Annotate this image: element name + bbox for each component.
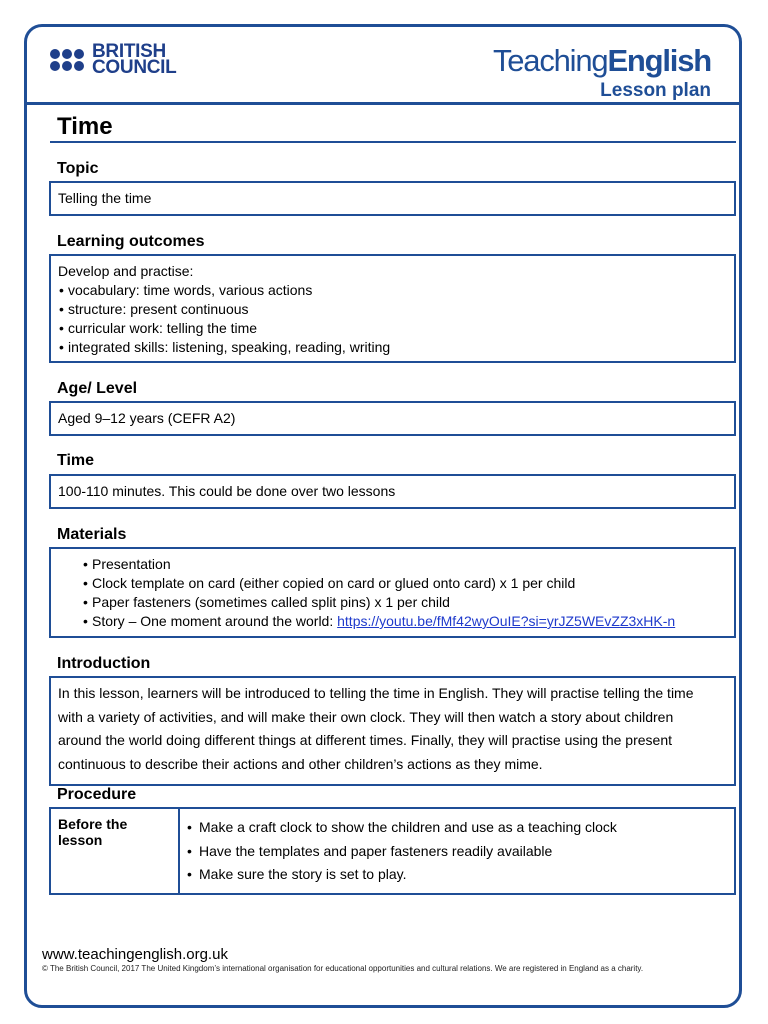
procedure-label: Procedure	[57, 786, 137, 803]
teaching-english-logo	[493, 44, 711, 102]
introduction-box	[49, 676, 736, 786]
list-item: • structure: present continuous	[58, 300, 727, 319]
outcomes-intro: Develop and practise:	[58, 263, 194, 279]
topic-box	[49, 181, 736, 216]
list-item: • Make sure the story is set to play.	[187, 863, 727, 887]
introduction-line: continuous to describe their actions and other children’s actions as they mime.	[58, 755, 543, 772]
footer-url: www.teachingenglish.org.uk	[42, 946, 228, 963]
list-item: • Make a craft clock to show the children and use as a teaching clock	[187, 816, 727, 840]
list-item: • Story – One moment around the world: https://youtu.be/fMf42wyOuIE?si=yrJZ5WEvZZ3xHK-n	[58, 612, 727, 631]
outcomes-box	[49, 254, 736, 363]
footer-copyright: © The British Council, 2017 The United Kingdom’s international organisation for educational opportunities and cultural relations. We are registered in England as a charity.	[42, 964, 644, 973]
page-title: Time	[57, 113, 113, 140]
materials-box	[49, 547, 736, 638]
list-item: • Paper fasteners (sometimes called split pins) x 1 per child	[58, 593, 727, 612]
procedure-stage: Before the lesson	[51, 809, 180, 893]
list-item: • Have the templates and paper fasteners readily available	[187, 840, 727, 864]
british-council-dots-icon	[50, 49, 84, 71]
introduction-line: In this lesson, learners will be introduced to telling the time in English. They will practise telling the time	[58, 685, 694, 701]
introduction-label: Introduction	[57, 655, 151, 672]
teaching-english-title: TeachingEnglish	[492, 43, 711, 78]
title-rule	[50, 141, 736, 143]
materials-label: Materials	[57, 526, 127, 543]
procedure-table	[49, 807, 736, 895]
british-council-wordmark: BRITISH COUNCIL	[92, 41, 177, 78]
time-label: Time	[57, 452, 95, 469]
age-text: Aged 9–12 years (CEFR A2)	[58, 410, 236, 426]
procedure-steps	[180, 809, 734, 893]
british-council-logo	[50, 41, 177, 78]
list-item: • Presentation	[58, 555, 727, 574]
list-item: • curricular work: telling the time	[58, 319, 727, 338]
story-link[interactable]: https://youtu.be/fMf42wyOuIE?si=yrJZ5WEvZZ3xHK-n	[337, 613, 676, 629]
age-box	[49, 401, 736, 436]
introduction-line: with a variety of activities, and will make their own clock. They will then watch a story about children	[58, 708, 674, 725]
time-text: 100-110 minutes. This could be done over two lessons	[58, 483, 396, 499]
header-divider	[24, 102, 742, 105]
lesson-plan-subtitle: Lesson plan	[600, 80, 711, 101]
age-label: Age/ Level	[57, 380, 138, 397]
outcomes-label: Learning outcomes	[57, 233, 205, 250]
topic-label: Topic	[57, 160, 99, 177]
topic-text: Telling the time	[58, 190, 152, 206]
list-item: • Clock template on card (either copied on card or glued onto card) x 1 per child	[58, 574, 727, 593]
list-item: • integrated skills: listening, speaking, reading, writing	[58, 338, 727, 357]
time-box	[49, 474, 736, 509]
list-item: • vocabulary: time words, various actions	[58, 281, 727, 300]
introduction-line: around the world doing different things at different times. Finally, they will practise using the present	[58, 732, 673, 748]
